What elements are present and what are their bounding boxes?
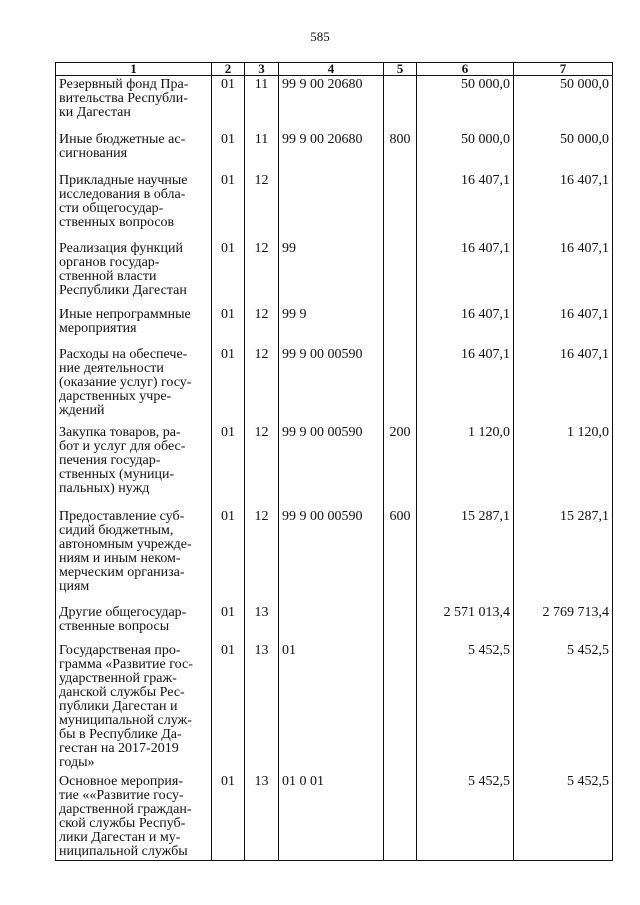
expense-type-cell (384, 346, 417, 424)
target-article-cell (279, 306, 384, 346)
target-article-text: 99 9 00 20680 (282, 131, 363, 147)
target-article-cell (279, 172, 384, 240)
expense-type-text: 800 (389, 131, 411, 147)
amount-year1-cell (417, 306, 514, 346)
table-row (56, 508, 613, 604)
column-header-6: 6 (417, 63, 514, 76)
amount-year1-text: 16 407,1 (461, 346, 510, 362)
subsection-text: 12 (254, 306, 269, 322)
expense-type-cell (384, 604, 417, 642)
expense-type-cell (384, 131, 417, 172)
row-name-text: Предоставление суб- сидий бюджетным, автономным учрежде- ниям и иным неком- мерческим организа- циям (59, 508, 192, 594)
section-text: 01 (221, 240, 235, 256)
row-name-cell (56, 306, 212, 346)
amount-year1-cell (417, 773, 514, 861)
target-article-cell (279, 424, 384, 508)
target-article-cell (279, 773, 384, 861)
amount-year2-text: 16 407,1 (560, 306, 609, 322)
amount-year1-cell (417, 642, 514, 773)
subsection-text: 12 (254, 240, 269, 256)
section-cell (212, 306, 245, 346)
expense-type-text: 200 (389, 424, 411, 440)
amount-year1-text: 1 120,0 (468, 424, 510, 440)
table-body (56, 76, 613, 861)
amount-year2-cell (514, 424, 613, 508)
amount-year2-text: 16 407,1 (560, 346, 609, 362)
row-name-text: Прикладные научные исследования в обла- сти общегосудар- ственных вопросов (59, 172, 188, 230)
section-text: 01 (221, 172, 235, 188)
subsection-cell (245, 306, 279, 346)
column-header-4: 4 (279, 63, 384, 76)
amount-year1-text: 5 452,5 (468, 642, 510, 658)
row-name-cell (56, 131, 212, 172)
amount-year1-cell (417, 240, 514, 306)
row-name-cell (56, 172, 212, 240)
amount-year1-text: 50 000,0 (461, 77, 510, 92)
expense-type-cell (384, 508, 417, 604)
section-text: 01 (221, 604, 235, 620)
subsection-text: 11 (254, 77, 269, 92)
section-text: 01 (221, 424, 235, 440)
amount-year2-cell (514, 604, 613, 642)
target-article-cell (279, 642, 384, 773)
amount-year2-text: 15 287,1 (560, 508, 609, 524)
amount-year2-text: 2 769 713,4 (542, 604, 609, 620)
amount-year2-text: 16 407,1 (560, 172, 609, 188)
amount-year2-text: 5 452,5 (567, 773, 609, 789)
target-article-cell (279, 76, 384, 131)
row-name-cell (56, 508, 212, 604)
section-cell (212, 240, 245, 306)
row-name-text: Основное мероприя- тие ««Развитие госу- дарственной граждан- ской службы Респуб- лики Дагестан и му- ниципальной службы (59, 773, 192, 859)
amount-year1-text: 5 452,5 (468, 773, 510, 789)
table-row (56, 424, 613, 508)
budget-table (55, 62, 613, 861)
amount-year2-cell (514, 76, 613, 131)
subsection-text: 12 (254, 346, 269, 362)
row-name-cell (56, 240, 212, 306)
table-row (56, 240, 613, 306)
amount-year2-text: 5 452,5 (567, 642, 609, 658)
section-text: 01 (221, 346, 235, 362)
amount-year1-cell (417, 76, 514, 131)
subsection-text: 13 (254, 604, 269, 620)
column-header-7: 7 (514, 63, 613, 76)
target-article-text: 01 (282, 642, 296, 658)
expense-type-cell (384, 240, 417, 306)
target-article-text: 99 9 (282, 306, 307, 322)
row-name-text: Иные бюджетные ас- сигнования (59, 131, 186, 161)
amount-year2-text: 1 120,0 (567, 424, 609, 440)
section-cell (212, 76, 245, 131)
amount-year2-cell (514, 346, 613, 424)
target-article-text: 99 (282, 240, 296, 256)
amount-year1-cell (417, 172, 514, 240)
amount-year1-text: 16 407,1 (461, 306, 510, 322)
section-cell (212, 773, 245, 861)
row-name-cell (56, 424, 212, 508)
page-number: 585 (310, 29, 330, 44)
expense-type-cell (384, 773, 417, 861)
expense-type-cell (384, 172, 417, 240)
amount-year2-cell (514, 306, 613, 346)
subsection-cell (245, 604, 279, 642)
target-article-text: 99 9 00 00590 (282, 508, 363, 524)
section-cell (212, 604, 245, 642)
section-cell (212, 642, 245, 773)
header-row (56, 63, 613, 76)
target-article-cell (279, 131, 384, 172)
amount-year2-cell (514, 508, 613, 604)
section-cell (212, 508, 245, 604)
section-text: 01 (221, 508, 235, 524)
row-name-cell (56, 76, 212, 131)
section-text: 01 (221, 642, 235, 658)
subsection-cell (245, 172, 279, 240)
section-cell (212, 172, 245, 240)
table-row (56, 642, 613, 773)
amount-year1-text: 50 000,0 (461, 131, 510, 147)
subsection-cell (245, 76, 279, 131)
amount-year1-cell (417, 424, 514, 508)
section-text: 01 (221, 306, 235, 322)
amount-year1-text: 2 571 013,4 (443, 604, 510, 620)
row-name-cell (56, 346, 212, 424)
amount-year1-cell (417, 346, 514, 424)
amount-year1-text: 16 407,1 (461, 172, 510, 188)
row-name-cell (56, 773, 212, 861)
target-article-cell (279, 508, 384, 604)
target-article-cell (279, 346, 384, 424)
amount-year2-cell (514, 172, 613, 240)
amount-year2-cell (514, 131, 613, 172)
row-name-cell (56, 604, 212, 642)
subsection-cell (245, 424, 279, 508)
table-row (56, 346, 613, 424)
amount-year1-cell (417, 131, 514, 172)
section-cell (212, 346, 245, 424)
column-header-2: 2 (212, 63, 245, 76)
amount-year2-cell (514, 773, 613, 861)
target-article-text: 99 9 00 00590 (282, 346, 363, 362)
amount-year2-text: 50 000,0 (560, 77, 609, 92)
section-text: 01 (221, 77, 235, 92)
table-row (56, 306, 613, 346)
row-name-cell (56, 642, 212, 773)
subsection-cell (245, 131, 279, 172)
amount-year1-text: 15 287,1 (461, 508, 510, 524)
table-row (56, 172, 613, 240)
table-row (56, 604, 613, 642)
expense-type-cell (384, 424, 417, 508)
column-header-3: 3 (245, 63, 279, 76)
subsection-cell (245, 240, 279, 306)
table-row (56, 76, 613, 131)
amount-year2-cell (514, 642, 613, 773)
subsection-cell (245, 773, 279, 861)
subsection-text: 12 (254, 172, 269, 188)
expense-type-cell (384, 76, 417, 131)
subsection-cell (245, 642, 279, 773)
subsection-text: 11 (254, 131, 269, 147)
subsection-cell (245, 508, 279, 604)
row-name-text: Резервный фонд Пра- вительства Республи- ки Дагестан (59, 77, 189, 120)
target-article-text: 99 9 00 00590 (282, 424, 363, 440)
amount-year2-text: 50 000,0 (560, 131, 609, 147)
table-row (56, 773, 613, 861)
column-header-1: 1 (56, 63, 212, 76)
row-name-text: Закупка товаров, ра- бот и услуг для обес- печения государ- ственных (муници- пальных) нужд (59, 424, 186, 496)
amount-year1-cell (417, 604, 514, 642)
amount-year2-cell (514, 240, 613, 306)
amount-year1-cell (417, 508, 514, 604)
subsection-cell (245, 346, 279, 424)
amount-year2-text: 16 407,1 (560, 240, 609, 256)
target-article-text: 99 9 00 20680 (282, 77, 363, 92)
expense-type-cell (384, 306, 417, 346)
subsection-text: 12 (254, 508, 269, 524)
expense-type-text: 600 (389, 508, 411, 524)
section-text: 01 (221, 773, 235, 789)
table-row (56, 131, 613, 172)
row-name-text: Иные непрограммные мероприятия (59, 306, 191, 336)
subsection-text: 13 (254, 773, 269, 789)
subsection-text: 12 (254, 424, 269, 440)
section-text: 01 (221, 131, 235, 147)
section-cell (212, 131, 245, 172)
expense-type-cell (384, 642, 417, 773)
row-name-text: Расходы на обеспече- ние деятельности (оказание услуг) госу- дарственных учре- ждений (59, 346, 192, 418)
section-cell (212, 424, 245, 508)
target-article-cell (279, 240, 384, 306)
row-name-text: Государственая про- грамма «Развитие гос- ударственной граж- данской службы Рес- публики Дагестан и муниципальной служ- бы в Республике Да- гестан на 2017-2019 годы» (59, 642, 193, 770)
amount-year1-text: 16 407,1 (461, 240, 510, 256)
column-header-5: 5 (384, 63, 417, 76)
target-article-text: 01 0 01 (282, 773, 324, 789)
row-name-text: Реализация функций органов государ- ственной власти Республики Дагестан (59, 240, 187, 298)
target-article-cell (279, 604, 384, 642)
row-name-text: Другие общегосудар- ственные вопросы (59, 604, 187, 634)
subsection-text: 13 (254, 642, 269, 658)
